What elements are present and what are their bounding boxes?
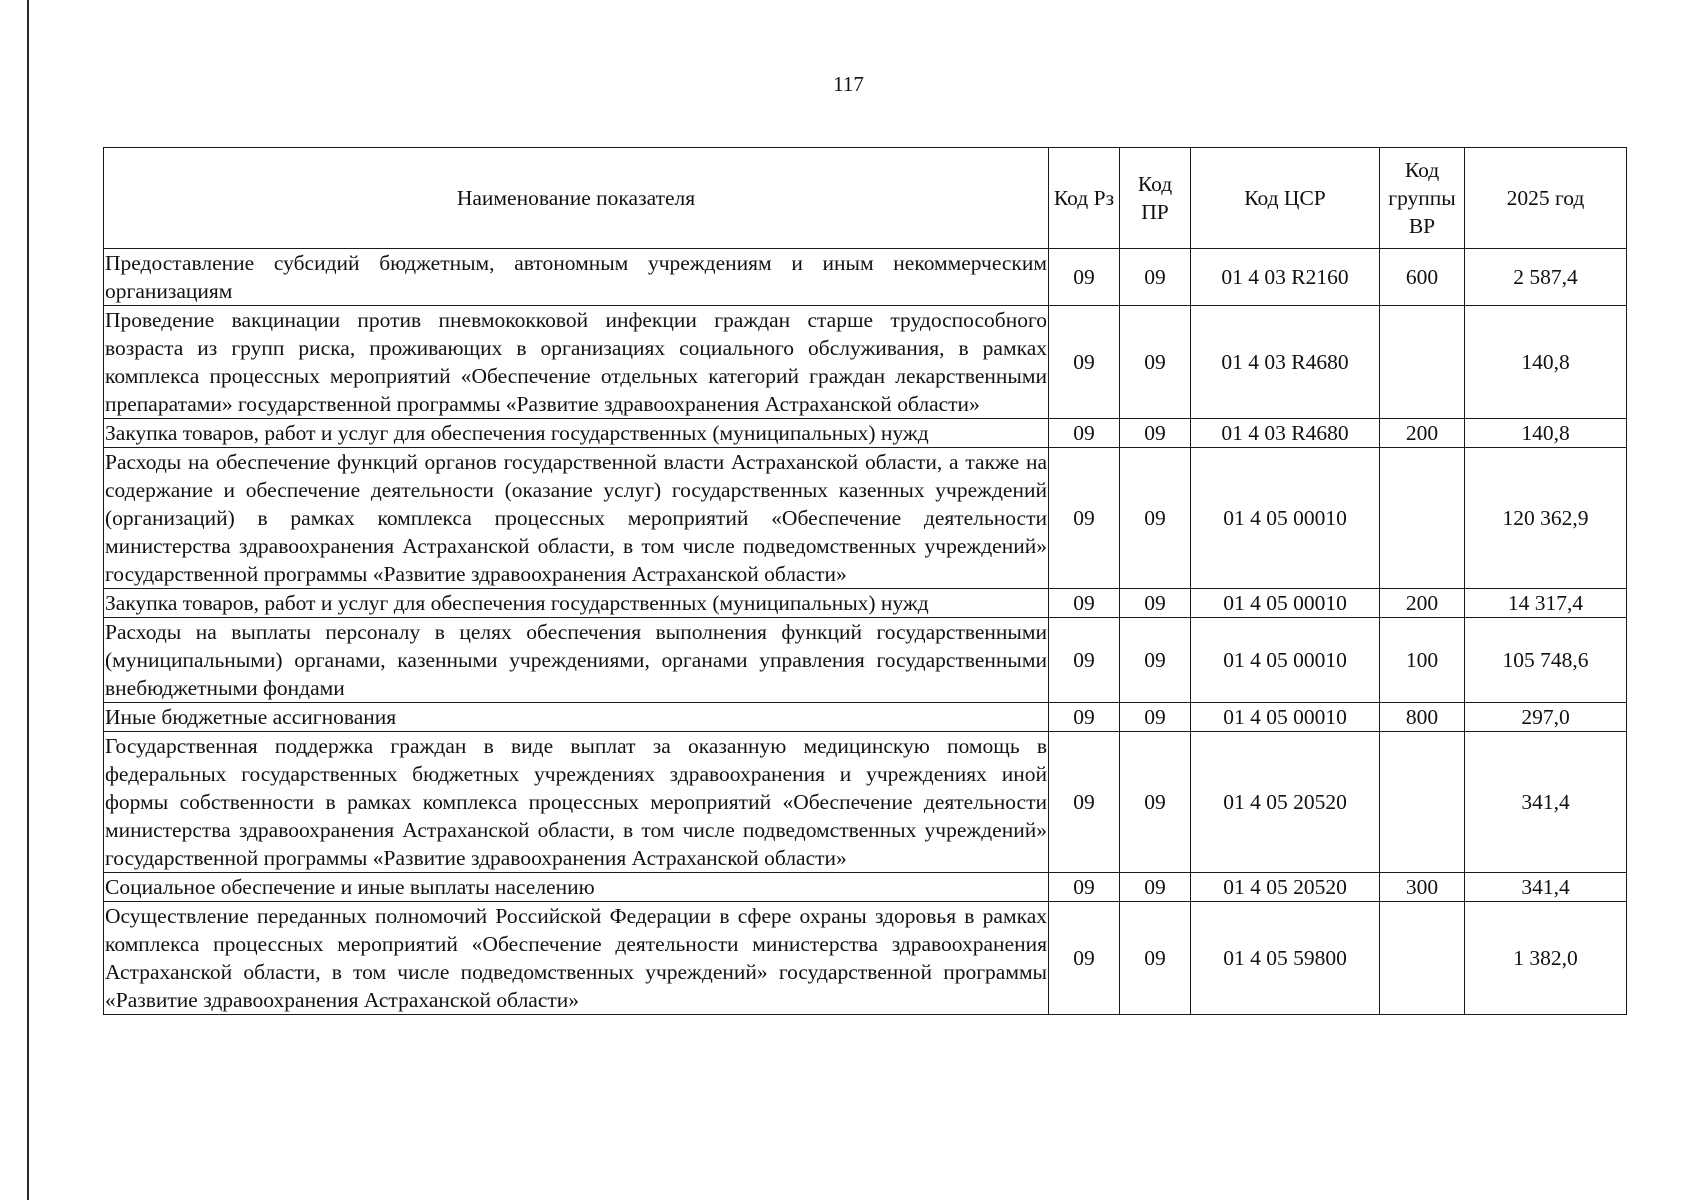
table-row [104, 448, 1627, 589]
row-rz-code: 09 [1049, 589, 1120, 618]
row-indicator-name: Социальное обеспечение и иные выплаты населению [104, 873, 1049, 902]
row-amount: 297,0 [1465, 703, 1627, 732]
row-pr-code: 09 [1120, 448, 1191, 589]
table-row [104, 873, 1627, 902]
table-row [104, 419, 1627, 448]
row-amount: 1 382,0 [1465, 902, 1627, 1015]
row-pr-code: 09 [1120, 902, 1191, 1015]
row-vr-code [1380, 732, 1465, 873]
row-csr-code: 01 4 05 00010 [1191, 618, 1380, 703]
row-vr-code: 600 [1380, 249, 1465, 306]
row-indicator-name: Закупка товаров, работ и услуг для обеспечения государственных (муниципальных) нужд [104, 589, 1049, 618]
row-amount: 140,8 [1465, 419, 1627, 448]
binding-margin-line [27, 0, 29, 1200]
header-vr-group-code: Код группы ВР [1380, 148, 1465, 249]
row-vr-code [1380, 306, 1465, 419]
row-indicator-name: Предоставление субсидий бюджетным, автономным учреждениям и иным некоммерческим организациям [104, 249, 1049, 306]
row-csr-code: 01 4 05 00010 [1191, 589, 1380, 618]
row-pr-code: 09 [1120, 703, 1191, 732]
table-row [104, 589, 1627, 618]
row-pr-code: 09 [1120, 419, 1191, 448]
row-vr-code: 800 [1380, 703, 1465, 732]
row-rz-code: 09 [1049, 419, 1120, 448]
table-header-row [104, 148, 1627, 249]
row-pr-code: 09 [1120, 618, 1191, 703]
row-csr-code: 01 4 03 R4680 [1191, 419, 1380, 448]
table-row [104, 902, 1627, 1015]
table-row [104, 249, 1627, 306]
row-vr-code: 200 [1380, 589, 1465, 618]
row-rz-code: 09 [1049, 873, 1120, 902]
header-csr-code: Код ЦСР [1191, 148, 1380, 249]
row-rz-code: 09 [1049, 732, 1120, 873]
row-vr-code [1380, 448, 1465, 589]
header-indicator-name: Наименование показателя [104, 148, 1049, 249]
table-row [104, 703, 1627, 732]
row-amount: 105 748,6 [1465, 618, 1627, 703]
row-rz-code: 09 [1049, 448, 1120, 589]
row-indicator-name: Проведение вакцинации против пневмококковой инфекции граждан старше трудоспособного возраста из групп риска, проживающих в организациях социального обслуживания, в рамках комплекса процессных мероприятий «Обеспечение отдельных категорий граждан лекарственными препаратами» государственной программы «Развитие здравоохранения Астраханской области» [104, 306, 1049, 419]
row-amount: 341,4 [1465, 873, 1627, 902]
row-rz-code: 09 [1049, 306, 1120, 419]
row-csr-code: 01 4 03 R4680 [1191, 306, 1380, 419]
row-amount: 341,4 [1465, 732, 1627, 873]
row-rz-code: 09 [1049, 902, 1120, 1015]
row-indicator-name: Иные бюджетные ассигнования [104, 703, 1049, 732]
row-csr-code: 01 4 05 20520 [1191, 873, 1380, 902]
row-indicator-name: Расходы на обеспечение функций органов государственной власти Астраханской области, а также на содержание и обеспечение деятельности (оказание услуг) государственных казенных учреждений (организаций) в рамках комплекса процессных мероприятий «Обеспечение деятельности министерства здравоохранения Астраханской области, в том числе подведомственных учреждений» государственной программы «Развитие здравоохранения Астраханской области» [104, 448, 1049, 589]
row-rz-code: 09 [1049, 618, 1120, 703]
row-rz-code: 09 [1049, 703, 1120, 732]
row-pr-code: 09 [1120, 873, 1191, 902]
table-row [104, 306, 1627, 419]
row-pr-code: 09 [1120, 732, 1191, 873]
row-indicator-name: Закупка товаров, работ и услуг для обеспечения государственных (муниципальных) нужд [104, 419, 1049, 448]
row-amount: 120 362,9 [1465, 448, 1627, 589]
header-pr-code: Код ПР [1120, 148, 1191, 249]
table-row [104, 732, 1627, 873]
budget-table [103, 147, 1627, 1015]
header-rz-code: Код Рз [1049, 148, 1120, 249]
row-indicator-name: Расходы на выплаты персоналу в целях обеспечения выполнения функций государственными (муниципальными) органами, казенными учреждениями, органами управления государственными внебюджетными фондами [104, 618, 1049, 703]
row-vr-code [1380, 902, 1465, 1015]
table-row [104, 618, 1627, 703]
row-vr-code: 300 [1380, 873, 1465, 902]
row-vr-code: 100 [1380, 618, 1465, 703]
row-csr-code: 01 4 03 R2160 [1191, 249, 1380, 306]
row-indicator-name: Осуществление переданных полномочий Российской Федерации в сфере охраны здоровья в рамках комплекса процессных мероприятий «Обеспечение деятельности министерства здравоохранения Астраханской области, в том числе подведомственных учреждений» государственной программы «Развитие здравоохранения Астраханской области» [104, 902, 1049, 1015]
row-amount: 140,8 [1465, 306, 1627, 419]
page-number: 117 [833, 72, 864, 96]
row-vr-code: 200 [1380, 419, 1465, 448]
row-csr-code: 01 4 05 00010 [1191, 703, 1380, 732]
row-pr-code: 09 [1120, 249, 1191, 306]
row-rz-code: 09 [1049, 249, 1120, 306]
row-amount: 14 317,4 [1465, 589, 1627, 618]
header-year-2025: 2025 год [1465, 148, 1627, 249]
row-pr-code: 09 [1120, 306, 1191, 419]
row-indicator-name: Государственная поддержка граждан в виде выплат за оказанную медицинскую помощь в федеральных государственных бюджетных учреждениях здравоохранения и учреждениях иной формы собственности в рамках комплекса процессных мероприятий «Обеспечение деятельности министерства здравоохранения Астраханской области, в том числе подведомственных учреждений» государственной программы «Развитие здравоохранения Астраханской области» [104, 732, 1049, 873]
row-csr-code: 01 4 05 20520 [1191, 732, 1380, 873]
row-pr-code: 09 [1120, 589, 1191, 618]
row-csr-code: 01 4 05 00010 [1191, 448, 1380, 589]
row-amount: 2 587,4 [1465, 249, 1627, 306]
row-csr-code: 01 4 05 59800 [1191, 902, 1380, 1015]
